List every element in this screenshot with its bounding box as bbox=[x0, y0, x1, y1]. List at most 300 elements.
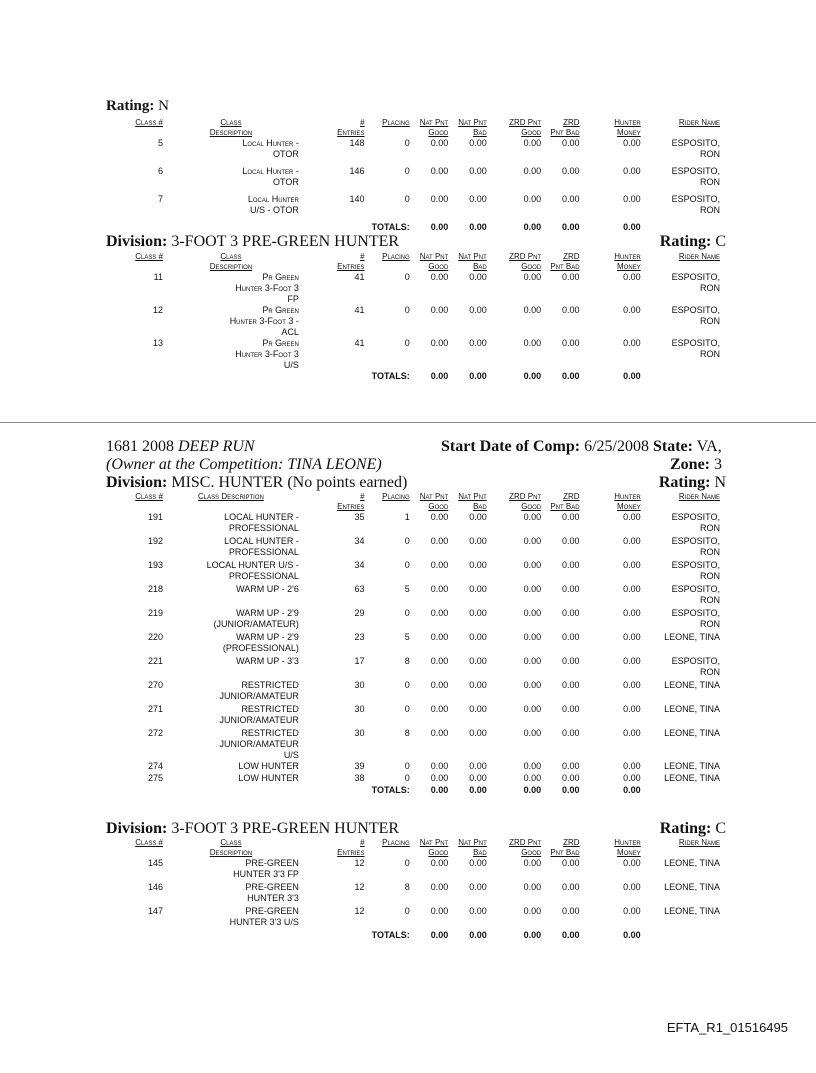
class-description bbox=[163, 338, 299, 371]
totals-row bbox=[120, 222, 720, 233]
nat-pnt-good: 0.00 bbox=[430, 584, 449, 594]
class-description bbox=[163, 608, 299, 632]
table-row bbox=[120, 858, 720, 882]
zrd-pnt-bad: 0.00 bbox=[562, 632, 580, 642]
class-number: 12 bbox=[153, 305, 164, 315]
class-number: 146 bbox=[147, 882, 164, 892]
header-class bbox=[120, 118, 163, 138]
header-class bbox=[120, 492, 163, 512]
header-rider-line: Rider Name bbox=[678, 252, 720, 261]
description-line: WARM UP - 2'9 bbox=[236, 608, 299, 618]
header-description-line2: Description bbox=[209, 128, 253, 137]
nat-pnt-good: 0.00 bbox=[430, 305, 449, 315]
header-entries-line2: Entries bbox=[337, 262, 365, 271]
zrd-pnt-bad: 0.00 bbox=[562, 584, 580, 594]
entries: 41 bbox=[354, 305, 365, 315]
hunter-money: 0.00 bbox=[623, 632, 641, 642]
nat-pnt-bad: 0.00 bbox=[469, 166, 487, 176]
header-zrd-bad-line2: Pnt Bad bbox=[550, 128, 580, 137]
header-entries-line1: # bbox=[360, 492, 365, 501]
hunter-money: 0.00 bbox=[623, 906, 641, 916]
nat-pnt-good: 0.00 bbox=[430, 138, 449, 148]
header-placing bbox=[365, 252, 410, 272]
header-entries bbox=[299, 838, 365, 858]
horse-id-year: 1681 2008 bbox=[106, 438, 174, 455]
table-header bbox=[120, 838, 720, 858]
class-description bbox=[163, 512, 299, 536]
rider-name bbox=[641, 560, 720, 584]
start-date-label: Start Date of Comp: bbox=[441, 438, 581, 455]
description-line: U/S bbox=[283, 750, 299, 760]
rider-name bbox=[641, 305, 720, 338]
placing: 0 bbox=[404, 338, 410, 348]
nat-pnt-bad: 0.00 bbox=[469, 305, 487, 315]
description-line: WARM UP - 2'6 bbox=[236, 584, 299, 594]
start-date-value: 6/25/2008 bbox=[584, 438, 649, 455]
hunter-money: 0.00 bbox=[623, 656, 641, 666]
class-description bbox=[163, 680, 299, 704]
totals-spacer bbox=[641, 930, 720, 941]
rider-name bbox=[641, 138, 720, 166]
description-line: PROFESSIONAL bbox=[228, 523, 299, 533]
header-nat-bad-line1: Nat Pnt bbox=[458, 492, 487, 501]
zrd-pnt-bad: 0.00 bbox=[562, 882, 580, 892]
description-line: PRE-GREEN bbox=[245, 906, 299, 916]
description-line: Hunter 3-Foot 3 - bbox=[229, 316, 299, 326]
division-label: Division: bbox=[106, 474, 168, 491]
totals-money: 0.00 bbox=[623, 222, 641, 232]
hunter-money: 0.00 bbox=[623, 680, 641, 690]
table-row bbox=[120, 166, 720, 194]
class-table-block1 bbox=[120, 118, 720, 233]
class-description bbox=[163, 761, 299, 773]
rider-name bbox=[641, 536, 720, 560]
totals-zrd-bad: 0.00 bbox=[562, 222, 580, 232]
totals-spacer bbox=[120, 371, 163, 382]
class-number: 11 bbox=[153, 272, 164, 282]
rating-value: C bbox=[715, 820, 726, 837]
nat-pnt-bad: 0.00 bbox=[469, 680, 487, 690]
totals-spacer bbox=[120, 930, 163, 941]
rider-name-line: ESPOSITO, bbox=[671, 166, 720, 176]
header-entries bbox=[299, 118, 365, 138]
zrd-pnt-bad: 0.00 bbox=[562, 761, 580, 771]
description-line: OTOR bbox=[273, 177, 299, 187]
table-header bbox=[120, 118, 720, 138]
table-row bbox=[120, 906, 720, 930]
zrd-pnt-good: 0.00 bbox=[523, 761, 542, 771]
header-nat-good bbox=[410, 492, 448, 512]
zrd-pnt-good: 0.00 bbox=[523, 560, 542, 570]
zone-label: Zone: bbox=[670, 456, 710, 473]
description-line: (PROFESSIONAL) bbox=[222, 643, 299, 653]
hunter-money: 0.00 bbox=[623, 761, 641, 771]
description-line: LOW HUNTER bbox=[238, 773, 299, 783]
class-number: 219 bbox=[147, 608, 164, 618]
start-date-line bbox=[441, 438, 722, 456]
division-line-block2 bbox=[106, 233, 726, 251]
entries: 39 bbox=[354, 761, 365, 771]
header-zrd-bad-line1: ZRD bbox=[563, 492, 580, 501]
nat-pnt-good: 0.00 bbox=[430, 704, 449, 714]
rider-name-line: RON bbox=[700, 177, 720, 187]
header-nat-bad-line1: Nat Pnt bbox=[458, 252, 487, 261]
zrd-pnt-good: 0.00 bbox=[523, 906, 542, 916]
document-id: EFTA_R1_01516495 bbox=[666, 1020, 788, 1035]
description-line: HUNTER 3'3 FP bbox=[233, 869, 299, 879]
header-zrd-bad-line1: ZRD bbox=[563, 838, 580, 847]
description-line: RESTRICTED bbox=[241, 704, 299, 714]
header-description-line2: Description bbox=[209, 262, 253, 271]
header-zrd-bad bbox=[541, 118, 579, 138]
class-number: 270 bbox=[147, 680, 164, 690]
zrd-pnt-good: 0.00 bbox=[523, 858, 542, 868]
header-zrd-bad-line1: ZRD bbox=[563, 252, 580, 261]
header-hunter-money bbox=[580, 118, 641, 138]
class-number: 6 bbox=[158, 166, 164, 176]
zrd-pnt-bad: 0.00 bbox=[562, 906, 580, 916]
totals-zrd-good: 0.00 bbox=[523, 222, 542, 232]
header-nat-bad bbox=[448, 252, 486, 272]
rider-name bbox=[641, 272, 720, 305]
description-line: ACL bbox=[281, 327, 299, 337]
division-line-block4 bbox=[106, 820, 726, 838]
zrd-pnt-bad: 0.00 bbox=[562, 680, 580, 690]
rider-name bbox=[641, 584, 720, 608]
rider-name-line: RON bbox=[700, 316, 720, 326]
table-header bbox=[120, 492, 720, 512]
totals-nat-bad: 0.00 bbox=[469, 371, 487, 381]
rider-name-line: ESPOSITO, bbox=[671, 656, 720, 666]
table-row bbox=[120, 882, 720, 906]
hunter-money: 0.00 bbox=[623, 194, 641, 204]
zrd-pnt-bad: 0.00 bbox=[562, 138, 580, 148]
header-zrd-bad bbox=[541, 838, 579, 858]
totals-spacer bbox=[163, 371, 299, 382]
totals-money: 0.00 bbox=[623, 785, 641, 795]
placing: 0 bbox=[404, 272, 410, 282]
nat-pnt-bad: 0.00 bbox=[469, 584, 487, 594]
description-line: Hunter 3-Foot 3 bbox=[235, 283, 299, 293]
rider-name-line: RON bbox=[700, 571, 720, 581]
hunter-money: 0.00 bbox=[623, 704, 641, 714]
totals-spacer bbox=[120, 222, 163, 233]
entries: 12 bbox=[354, 882, 365, 892]
totals-nat-good: 0.00 bbox=[430, 222, 449, 232]
header-zrd-bad bbox=[541, 492, 579, 512]
entries: 63 bbox=[354, 584, 365, 594]
header-zrd-good bbox=[487, 838, 541, 858]
zrd-pnt-bad: 0.00 bbox=[562, 560, 580, 570]
nat-pnt-good: 0.00 bbox=[430, 166, 449, 176]
header-zrd-good-line1: ZRD Pnt bbox=[509, 252, 542, 261]
totals-zrd-good: 0.00 bbox=[523, 371, 542, 381]
division-value: MISC. HUNTER (No points earned) bbox=[171, 474, 408, 491]
totals-zrd-bad: 0.00 bbox=[562, 930, 580, 940]
class-description bbox=[163, 704, 299, 728]
rating-label: Rating: bbox=[658, 474, 711, 491]
description-line: PROFESSIONAL bbox=[228, 571, 299, 581]
header-hunter-money-line2: Money bbox=[617, 128, 641, 137]
description-line: RESTRICTED bbox=[241, 728, 299, 738]
header-description-line: Class Description bbox=[198, 492, 264, 501]
header-placing-line: Placing bbox=[382, 118, 410, 127]
rider-name bbox=[641, 512, 720, 536]
header-nat-good-line1: Nat Pnt bbox=[419, 252, 449, 261]
rider-name-line: LEONE, TINA bbox=[664, 728, 720, 738]
rider-name bbox=[641, 858, 720, 882]
entries: 12 bbox=[354, 858, 365, 868]
zrd-pnt-good: 0.00 bbox=[523, 194, 542, 204]
class-number: 7 bbox=[158, 194, 164, 204]
rider-name-line: LEONE, TINA bbox=[664, 680, 720, 690]
rider-name-line: ESPOSITO, bbox=[671, 194, 720, 204]
entries: 41 bbox=[354, 272, 365, 282]
hunter-money: 0.00 bbox=[623, 858, 641, 868]
class-description bbox=[163, 773, 299, 785]
header-hunter-money-line1: Hunter bbox=[614, 118, 641, 127]
entries: 148 bbox=[349, 138, 365, 148]
entries: 29 bbox=[354, 608, 365, 618]
class-description bbox=[163, 906, 299, 930]
rider-name-line: ESPOSITO, bbox=[671, 338, 720, 348]
description-line: Pr Green bbox=[262, 305, 299, 315]
zrd-pnt-good: 0.00 bbox=[523, 656, 542, 666]
description-line: JUNIOR/AMATEUR bbox=[219, 739, 299, 749]
section-divider bbox=[0, 422, 816, 423]
rider-name-line: ESPOSITO, bbox=[671, 138, 720, 148]
nat-pnt-bad: 0.00 bbox=[469, 194, 487, 204]
totals-row bbox=[120, 371, 720, 382]
header-class-line: Class # bbox=[135, 118, 164, 127]
rider-name-line: LEONE, TINA bbox=[664, 773, 720, 783]
nat-pnt-good: 0.00 bbox=[430, 338, 449, 348]
rider-name-line: RON bbox=[700, 547, 720, 557]
rider-name bbox=[641, 166, 720, 194]
nat-pnt-good: 0.00 bbox=[430, 882, 449, 892]
header-description-line2: Description bbox=[209, 848, 253, 857]
description-line: Hunter 3-Foot 3 bbox=[235, 349, 299, 359]
zrd-pnt-bad: 0.00 bbox=[562, 773, 580, 783]
rider-name-line: RON bbox=[700, 349, 720, 359]
zrd-pnt-bad: 0.00 bbox=[562, 166, 580, 176]
placing: 0 bbox=[404, 680, 410, 690]
rating-value: N bbox=[158, 98, 169, 114]
table-row bbox=[120, 536, 720, 560]
rider-name-line: LEONE, TINA bbox=[664, 704, 720, 714]
header-zrd-bad-line2: Pnt Bad bbox=[550, 848, 580, 857]
header-entries-line2: Entries bbox=[337, 128, 365, 137]
zrd-pnt-bad: 0.00 bbox=[562, 536, 580, 546]
description-line: PRE-GREEN bbox=[245, 858, 299, 868]
header-nat-good bbox=[410, 252, 448, 272]
hunter-money: 0.00 bbox=[623, 138, 641, 148]
zone-line bbox=[670, 456, 722, 474]
hunter-money: 0.00 bbox=[623, 166, 641, 176]
table-row bbox=[120, 305, 720, 338]
header-description bbox=[163, 492, 299, 512]
nat-pnt-good: 0.00 bbox=[430, 773, 449, 783]
rating-label: Rating: bbox=[659, 820, 712, 837]
class-description bbox=[163, 632, 299, 656]
rider-name-line: ESPOSITO, bbox=[671, 536, 720, 546]
description-line: OTOR bbox=[273, 149, 299, 159]
hunter-money: 0.00 bbox=[623, 773, 641, 783]
division-line-block3 bbox=[106, 474, 726, 492]
nat-pnt-bad: 0.00 bbox=[469, 761, 487, 771]
table-row bbox=[120, 632, 720, 656]
hunter-money: 0.00 bbox=[623, 608, 641, 618]
rider-name-line: RON bbox=[700, 595, 720, 605]
hunter-money: 0.00 bbox=[623, 728, 641, 738]
header-nat-good-line2: Good bbox=[428, 262, 449, 271]
zrd-pnt-good: 0.00 bbox=[523, 166, 542, 176]
table-row bbox=[120, 584, 720, 608]
header-class-line: Class # bbox=[135, 252, 164, 261]
zrd-pnt-bad: 0.00 bbox=[562, 194, 580, 204]
header-zrd-bad bbox=[541, 252, 579, 272]
totals-label: TOTALS: bbox=[371, 371, 410, 381]
nat-pnt-bad: 0.00 bbox=[469, 858, 487, 868]
header-nat-good bbox=[410, 838, 448, 858]
description-line: Local Hunter - bbox=[242, 166, 299, 176]
description-line: U/S bbox=[283, 360, 299, 370]
totals-nat-bad: 0.00 bbox=[469, 222, 487, 232]
division-value: 3-FOOT 3 PRE-GREEN HUNTER bbox=[171, 820, 400, 837]
rider-name-line: RON bbox=[700, 667, 720, 677]
entries: 23 bbox=[354, 632, 365, 642]
header-nat-good-line1: Nat Pnt bbox=[419, 492, 449, 501]
rider-name bbox=[641, 906, 720, 930]
header-nat-bad bbox=[448, 838, 486, 858]
placing: 8 bbox=[404, 656, 410, 666]
header-hunter-money bbox=[580, 492, 641, 512]
class-description bbox=[163, 536, 299, 560]
rider-name bbox=[641, 656, 720, 680]
nat-pnt-bad: 0.00 bbox=[469, 656, 487, 666]
entries: 140 bbox=[349, 194, 365, 204]
totals-nat-bad: 0.00 bbox=[469, 785, 487, 795]
nat-pnt-bad: 0.00 bbox=[469, 338, 487, 348]
nat-pnt-bad: 0.00 bbox=[469, 138, 487, 148]
class-description bbox=[163, 560, 299, 584]
totals-nat-good: 0.00 bbox=[430, 371, 449, 381]
entries: 34 bbox=[354, 536, 365, 546]
entries: 41 bbox=[354, 338, 365, 348]
header-nat-bad-line2: Bad bbox=[473, 262, 487, 271]
header-placing bbox=[365, 838, 410, 858]
entries: 17 bbox=[354, 656, 365, 666]
description-line: PROFESSIONAL bbox=[228, 547, 299, 557]
nat-pnt-bad: 0.00 bbox=[469, 704, 487, 714]
nat-pnt-good: 0.00 bbox=[430, 858, 449, 868]
totals-spacer bbox=[163, 222, 299, 233]
nat-pnt-good: 0.00 bbox=[430, 728, 449, 738]
class-number: 221 bbox=[147, 656, 164, 666]
totals-money: 0.00 bbox=[623, 371, 641, 381]
table-header bbox=[120, 252, 720, 272]
header-nat-bad-line1: Nat Pnt bbox=[458, 118, 487, 127]
class-number: 220 bbox=[147, 632, 164, 642]
hunter-money: 0.00 bbox=[623, 338, 641, 348]
zrd-pnt-bad: 0.00 bbox=[562, 608, 580, 618]
header-placing-line: Placing bbox=[382, 252, 410, 261]
zrd-pnt-good: 0.00 bbox=[523, 704, 542, 714]
header-zrd-bad-line2: Pnt Bad bbox=[550, 262, 580, 271]
header-zrd-good bbox=[487, 118, 541, 138]
entries: 30 bbox=[354, 728, 365, 738]
rider-name bbox=[641, 773, 720, 785]
table-row bbox=[120, 560, 720, 584]
placing: 0 bbox=[404, 560, 410, 570]
header-zrd-good-line2: Good bbox=[521, 262, 542, 271]
table-row bbox=[120, 656, 720, 680]
zrd-pnt-good: 0.00 bbox=[523, 305, 542, 315]
header-nat-good-line2: Good bbox=[428, 502, 449, 511]
header-entries-line2: Entries bbox=[337, 848, 365, 857]
header-entries-line1: # bbox=[360, 838, 365, 847]
entries: 12 bbox=[354, 906, 365, 916]
description-line: HUNTER 3'3 bbox=[247, 893, 299, 903]
nat-pnt-good: 0.00 bbox=[430, 906, 449, 916]
nat-pnt-bad: 0.00 bbox=[469, 272, 487, 282]
placing: 1 bbox=[404, 512, 410, 522]
placing: 5 bbox=[404, 584, 410, 594]
class-number: 193 bbox=[147, 560, 164, 570]
description-line: LOCAL HUNTER U/S - bbox=[206, 560, 299, 570]
header-entries-line1: # bbox=[360, 118, 365, 127]
placing: 0 bbox=[404, 858, 410, 868]
rider-name-line: LEONE, TINA bbox=[664, 761, 720, 771]
header-description-line1: Class bbox=[220, 838, 242, 847]
nat-pnt-bad: 0.00 bbox=[469, 882, 487, 892]
class-number: 191 bbox=[147, 512, 164, 522]
zrd-pnt-bad: 0.00 bbox=[562, 858, 580, 868]
rider-name bbox=[641, 680, 720, 704]
zrd-pnt-bad: 0.00 bbox=[562, 656, 580, 666]
rider-name-line: ESPOSITO, bbox=[671, 272, 720, 282]
rider-name-line: LEONE, TINA bbox=[664, 906, 720, 916]
nat-pnt-good: 0.00 bbox=[430, 512, 449, 522]
placing: 8 bbox=[404, 882, 410, 892]
header-zrd-good-line2: Good bbox=[521, 848, 542, 857]
nat-pnt-bad: 0.00 bbox=[469, 906, 487, 916]
description-line: U/S - OTOR bbox=[250, 205, 299, 215]
totals-spacer bbox=[641, 371, 720, 382]
entries: 30 bbox=[354, 680, 365, 690]
class-description bbox=[163, 656, 299, 680]
zrd-pnt-good: 0.00 bbox=[523, 608, 542, 618]
header-zrd-good-line2: Good bbox=[521, 502, 542, 511]
rider-name-line: RON bbox=[700, 523, 720, 533]
horse-id-line bbox=[106, 438, 255, 456]
totals-nat-bad: 0.00 bbox=[469, 930, 487, 940]
totals-spacer bbox=[120, 785, 163, 796]
table-row bbox=[120, 728, 720, 761]
header-placing bbox=[365, 492, 410, 512]
rating-value: C bbox=[715, 233, 726, 250]
header-nat-bad bbox=[448, 118, 486, 138]
nat-pnt-good: 0.00 bbox=[430, 194, 449, 204]
totals-nat-good: 0.00 bbox=[430, 785, 449, 795]
class-number: 271 bbox=[147, 704, 164, 714]
description-line: WARM UP - 3'3 bbox=[236, 656, 299, 666]
header-nat-bad-line2: Bad bbox=[473, 128, 487, 137]
header-class bbox=[120, 838, 163, 858]
rider-name-line: RON bbox=[700, 205, 720, 215]
zrd-pnt-good: 0.00 bbox=[523, 138, 542, 148]
table-row bbox=[120, 272, 720, 305]
